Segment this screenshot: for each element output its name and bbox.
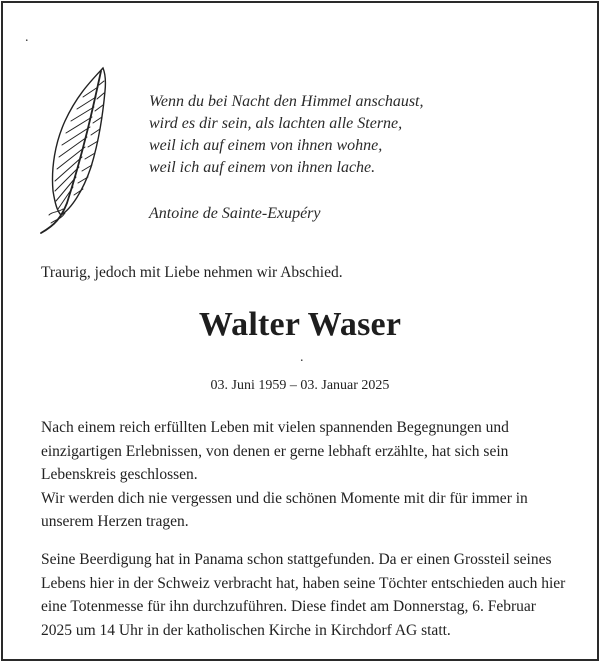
body-line: Seine Beerdigung hat in Panama schon stattgefunden. Da er einen Grossteil seines xyxy=(41,551,552,568)
body-line: 2025 um 14 Uhr in der katholischen Kirche in Kirchdorf AG statt. xyxy=(41,621,451,639)
poem-line: Wenn du bei Nacht den Himmel anschaust, xyxy=(149,93,424,110)
poem-line: weil ich auf einem von ihnen lache. xyxy=(149,159,376,176)
deceased-name: Walter Waser xyxy=(198,306,402,343)
intro-text: Traurig, jedoch mit Liebe nehmen wir Abschied. xyxy=(41,264,343,281)
poem-line: weil ich auf einem von ihnen wohne, xyxy=(149,137,383,154)
poem-quote xyxy=(149,91,423,179)
poem-line: wird es dir sein, als lachten alle Sterne, xyxy=(149,115,403,132)
corner-dot: . xyxy=(25,30,29,45)
body-line: eine Totenmesse für ihn durchzuführen. Diese findet am Donnerstag, 6. Februar xyxy=(41,598,536,615)
body-paragraph-1 xyxy=(41,416,561,534)
body-line: unserem Herzen tragen. xyxy=(41,513,189,530)
feather-icon xyxy=(31,63,111,238)
obituary-notice xyxy=(1,1,599,661)
body-line: Lebens hier in der Schweiz verbracht hat, haben seine Töchter entschieden auch hier xyxy=(41,574,566,592)
body-line: einzigartigen Erlebnissen, von denen er gerne lebhaft erzählte, hat sich sein xyxy=(41,442,509,460)
life-dates: 03. Juni 1959 – 03. Januar 2025 xyxy=(210,378,390,393)
poem-author: Antoine de Sainte-Exupéry xyxy=(149,205,321,222)
body-line: Nach einem reich erfüllten Leben mit vielen spannenden Begegnungen und xyxy=(41,419,509,436)
body-line: Lebenskreis geschlossen. xyxy=(41,466,198,483)
name-dot: . xyxy=(300,350,304,365)
body-paragraph-2 xyxy=(41,548,566,642)
body-line: Wir werden dich nie vergessen und die schönen Momente mit dir für immer in xyxy=(41,489,528,507)
